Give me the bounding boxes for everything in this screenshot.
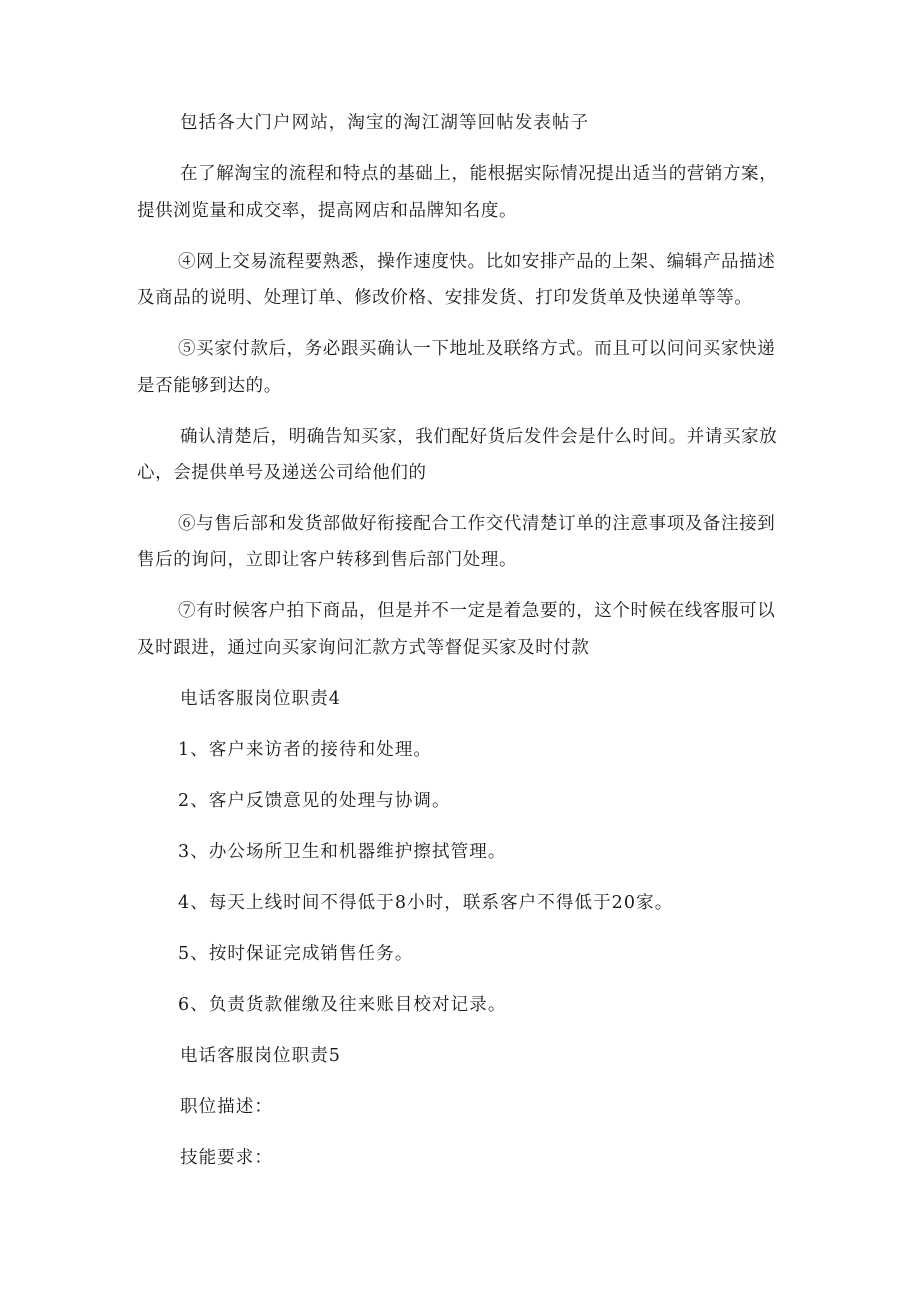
paragraph-line: 包括各大门户网站，淘宝的淘江湖等回帖发表帖子: [180, 113, 590, 133]
paragraph-line: 心，会提供单号及递送公司给他们的: [137, 463, 427, 483]
paragraph-line: ⑥与售后部和发货部做好衔接配合工作交代清楚订单的注意事项及备注接到: [178, 514, 776, 534]
field-label: 技能要求：: [180, 1148, 273, 1168]
paragraph-line: 是否能够到达的。: [137, 376, 282, 396]
list-item: 3、办公场所卫生和机器维护擦拭管理。: [178, 842, 507, 862]
paragraph-line: 确认清楚后，明确告知买家，我们配好货后发件会是什么时间。并请买家放: [180, 427, 778, 447]
paragraph-line: 及时跟进，通过向买家询问汇款方式等督促买家及时付款: [137, 638, 590, 658]
paragraph-line: 提供浏览量和成交率，提高网店和品牌知名度。: [137, 201, 518, 221]
list-item: 4、每天上线时间不得低于8小时，联系客户不得低于20家。: [178, 893, 674, 913]
list-item: 5、按时保证完成销售任务。: [178, 944, 414, 964]
paragraph-line: ⑦有时候客户拍下商品，但是并不一定是着急要的，这个时候在线客服可以: [178, 601, 776, 621]
section-heading: 电话客服岗位职责5: [180, 1046, 342, 1066]
section-heading: 电话客服岗位职责4: [180, 689, 342, 709]
paragraph-line: ⑤买家付款后，务必跟买确认一下地址及联络方式。而且可以问问买家快递: [178, 339, 776, 359]
list-item: 1、客户来访者的接待和处理。: [178, 740, 433, 760]
paragraph-line: 售后的询问，立即让客户转移到售后部门处理。: [137, 550, 518, 570]
list-item: 2、客户反馈意见的处理与协调。: [178, 791, 451, 811]
list-item: 6、负责货款催缴及往来账目校对记录。: [178, 995, 507, 1015]
field-label: 职位描述：: [180, 1097, 273, 1117]
paragraph-line: 及商品的说明、处理订单、修改价格、安排发货、打印发货单及快递单等等。: [137, 288, 753, 308]
paragraph-line: 在了解淘宝的流程和特点的基础上，能根据实际情况提出适当的营销方案，: [180, 164, 778, 184]
paragraph-line: ④网上交易流程要熟悉，操作速度快。比如安排产品的上架、编辑产品描述: [178, 252, 776, 272]
